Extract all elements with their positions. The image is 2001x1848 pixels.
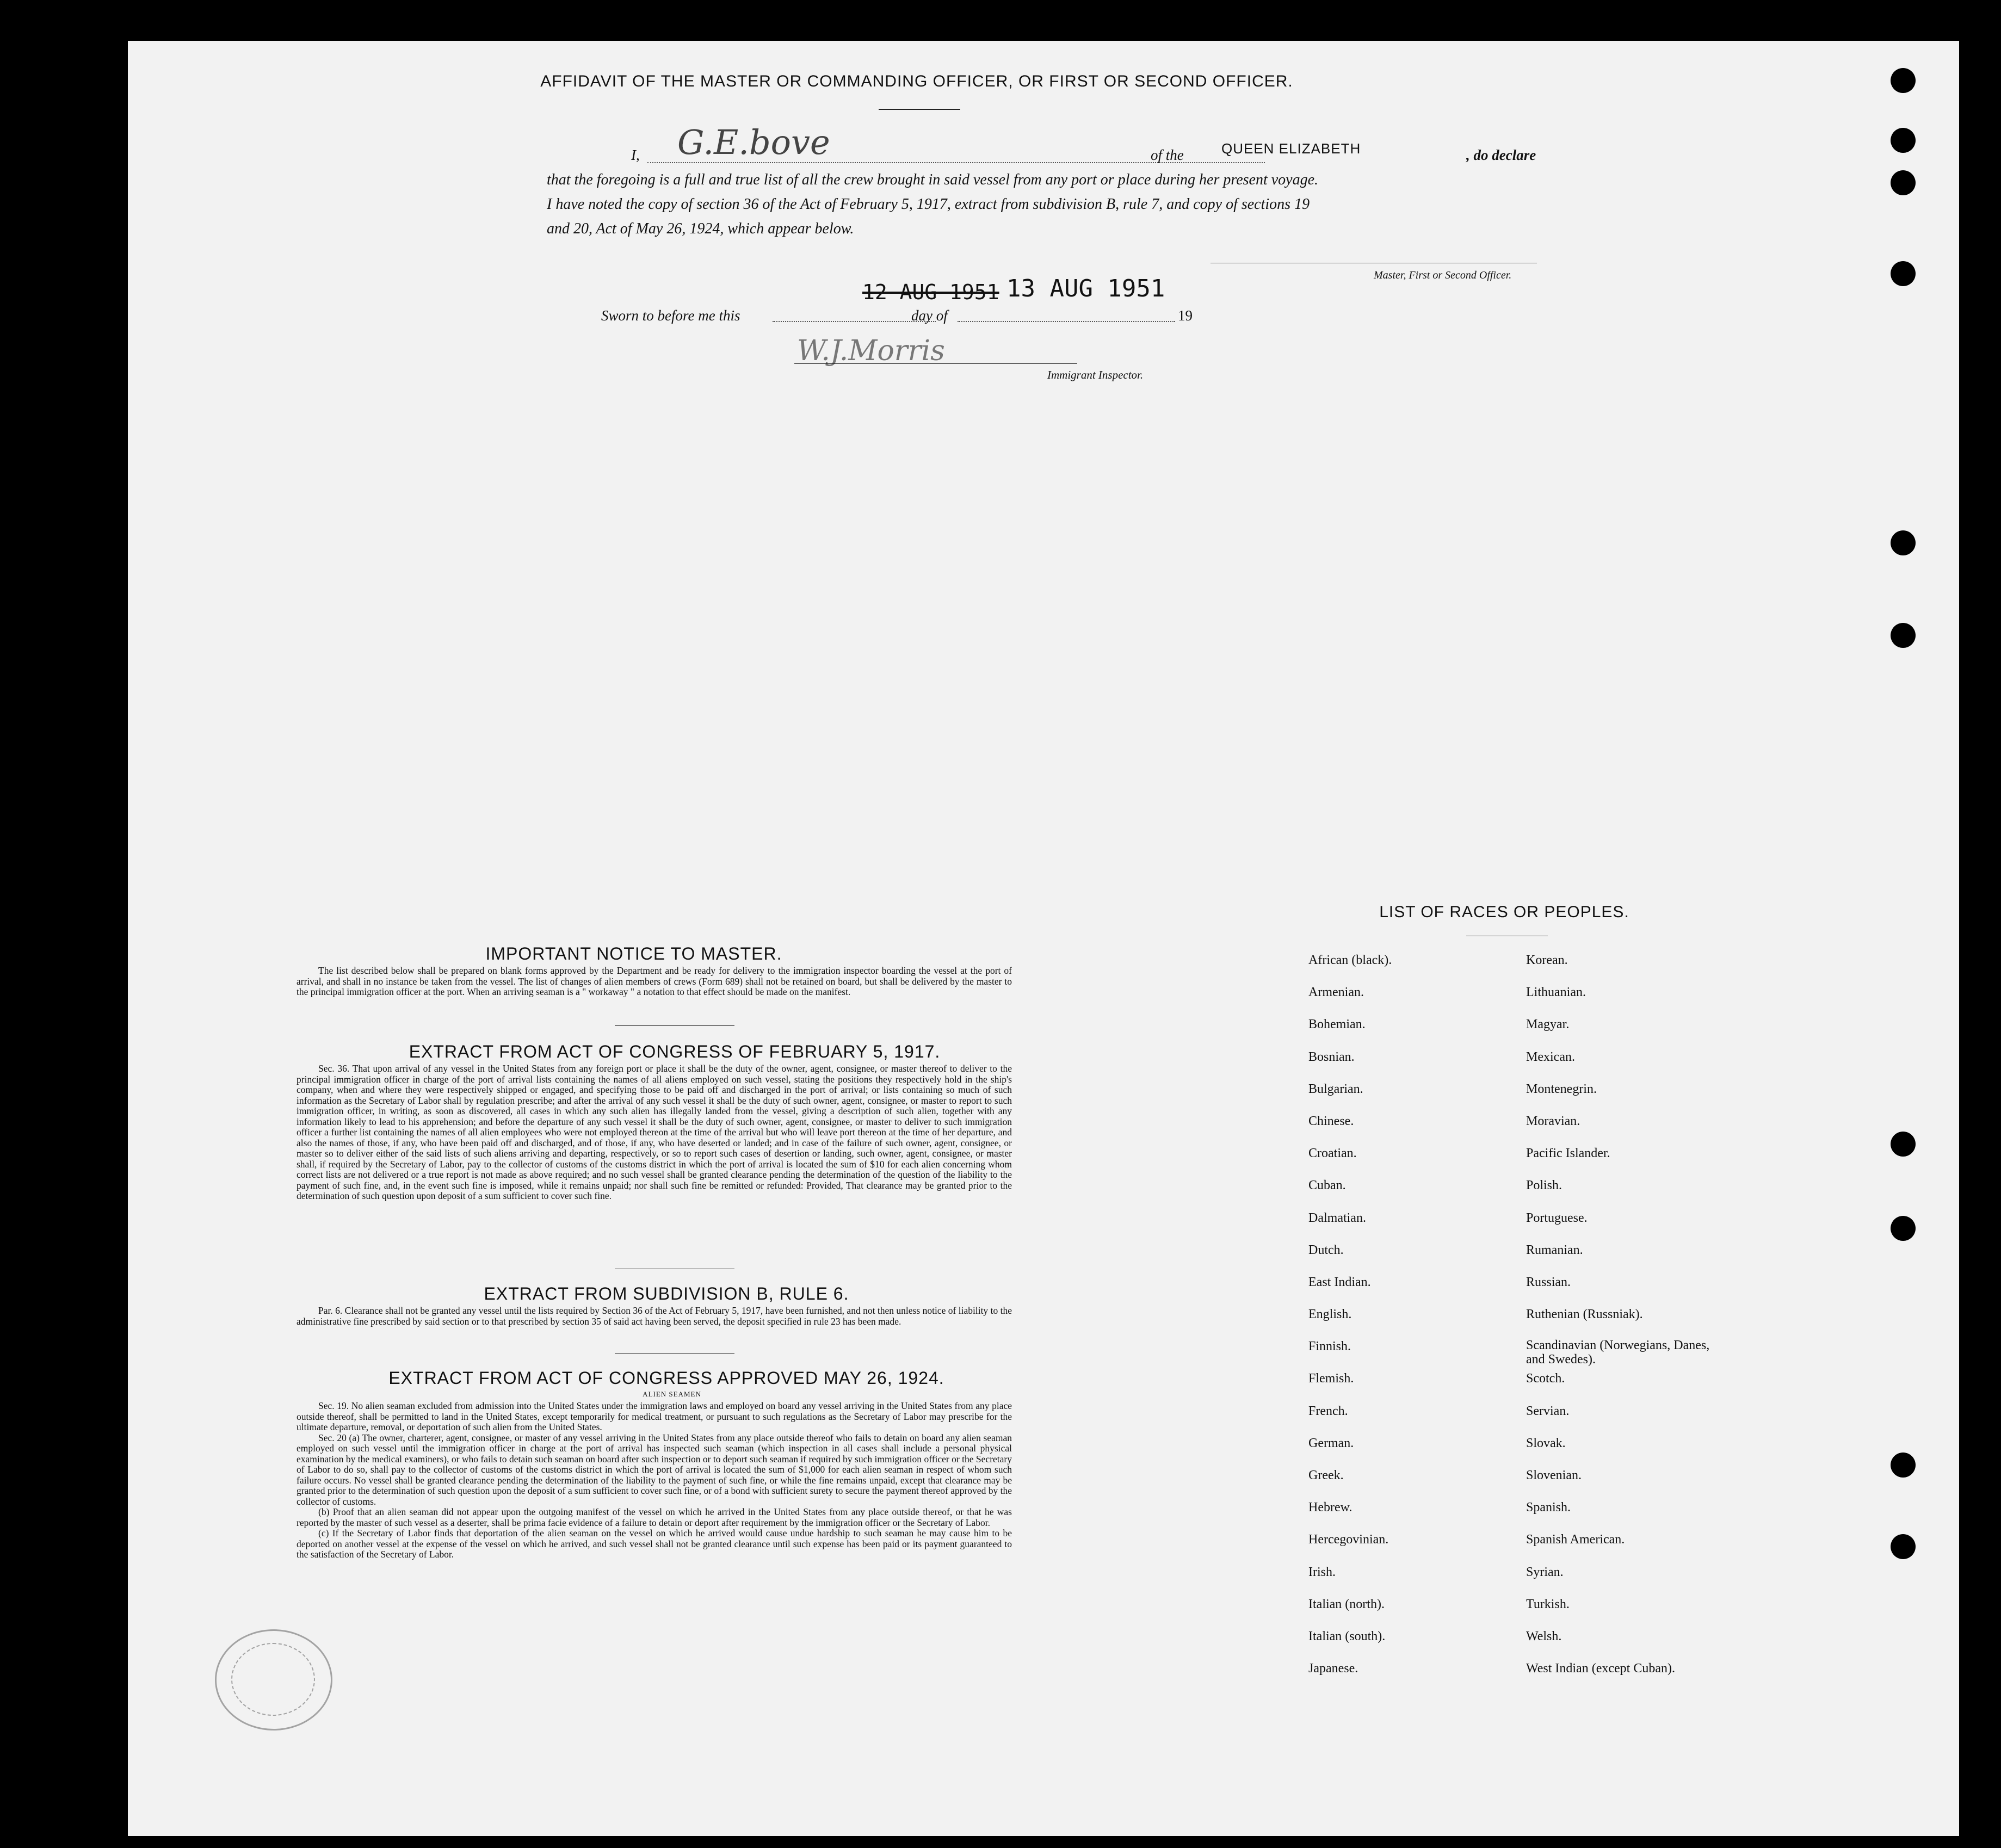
extract-1924-text (297, 1401, 1012, 1560)
extract-1917-text (297, 1064, 1012, 1202)
race-item: Japanese. (1308, 1661, 1358, 1676)
declaration-line-1: that the foregoing is a full and true list of all the crew brought in said vessel from any port or place during her present voyage. (547, 171, 1319, 188)
master-signature: G.E.bove (677, 122, 830, 162)
race-item: Italian (north). (1308, 1597, 1385, 1611)
do-declare-label: , do declare (1466, 147, 1536, 163)
of-the-label: of the (1151, 147, 1184, 163)
races-right-column (1526, 952, 1722, 1692)
punch-hole (1891, 1453, 1916, 1478)
race-item: Greek. (1308, 1468, 1344, 1482)
title-rule (879, 109, 960, 110)
sec20b-paragraph: (b) Proof that an alien seaman did not appear upon the outgoing manifest of the vessel on which he arrived in the United States from any place outside thereof, or that he was reported by the master of such vessel as a deserter, shall be prima facie evidence of a failure to detain or deport after requirement by the immigration officer or the Secretary of Labor. (297, 1506, 1012, 1528)
race-item: Armenian. (1308, 985, 1364, 1000)
race-item: Croatian. (1308, 1146, 1357, 1161)
race-item: Cuban. (1308, 1178, 1346, 1193)
race-item: French. (1308, 1404, 1348, 1418)
sec20c-paragraph: (c) If the Secretary of Labor finds that deportation of the alien seaman on the vessel on which he arrived would cause undue hardship to such seaman he may cause him to be deported on another vessel at the expense of the vessel on which he arrived, and such vessel shall not be granted clearance until such expense has been paid or its payment guaranteed to the satisfaction of the Secretary of Labor. (297, 1528, 1012, 1560)
race-item: Slovak. (1526, 1436, 1566, 1450)
day-of-label: day of (911, 307, 948, 324)
inspector-signature: W.J.Morris (797, 335, 945, 367)
race-item: Portuguese. (1526, 1210, 1588, 1225)
struck-date: 12 AUG 1951 (862, 280, 999, 304)
i-prefix: I, (631, 147, 640, 163)
punch-hole (1891, 530, 1916, 555)
race-item: Rumanian. (1526, 1243, 1583, 1257)
race-item: Hercegovinian. (1308, 1532, 1389, 1547)
races-left-column (1308, 952, 1504, 1692)
par6-paragraph: Par. 6. Clearance shall not be granted any vessel until the lists required by Section 36 of the Act of February 5, 1917, have been furnished, and not then unless notice of liability to the administrative fine prescribed by said section or to that prescribed by section 35 of said act having been served, the deposit specified in rule 23 has been made. (297, 1305, 1012, 1327)
race-item: Montenegrin. (1526, 1081, 1597, 1096)
race-item: Moravian. (1526, 1114, 1580, 1128)
stamped-date: 13 AUG 1951 (1006, 275, 1165, 302)
punch-hole (1891, 1216, 1916, 1241)
year-prefix: 19 (1178, 307, 1193, 324)
race-item: East Indian. (1308, 1275, 1371, 1289)
punch-hole (1891, 1132, 1916, 1157)
race-item: Servian. (1526, 1404, 1570, 1418)
punch-hole (1891, 68, 1916, 93)
race-item: Polish. (1526, 1178, 1562, 1193)
race-item: Magyar. (1526, 1017, 1570, 1032)
alien-seamen-subtitle: ALIEN SEAMEN (643, 1390, 701, 1398)
race-item: Irish. (1308, 1565, 1336, 1579)
inspector-signature-line (794, 363, 1077, 364)
vessel-name: QUEEN ELIZABETH (1221, 140, 1361, 157)
race-item: English. (1308, 1307, 1352, 1322)
race-item: Bulgarian. (1308, 1081, 1363, 1096)
affidavit-title: AFFIDAVIT OF THE MASTER OR COMMANDING OFFICER, OR FIRST OR SECOND OFFICER. (540, 72, 1293, 90)
race-item: Russian. (1526, 1275, 1571, 1289)
notice-paragraph: The list described below shall be prepared on blank forms approved by the Department and be ready for delivery to the immigration inspector boarding the vessel at the port of arrival, and shall in no instance be taken from the vessel. The list of changes of alien members of crews (Form 689) shall not be retained on board, but shall be delivered by the master to the principal immigration officer at the port. When an arriving seaman is a " workaway " a notation to that effect should be made on the manifest. (297, 965, 1012, 997)
race-item: Turkish. (1526, 1597, 1570, 1611)
notice-title: IMPORTANT NOTICE TO MASTER. (485, 944, 782, 963)
punch-hole (1891, 261, 1916, 286)
race-item: Bosnian. (1308, 1049, 1355, 1064)
extract-1917-title: EXTRACT FROM ACT OF CONGRESS OF FEBRUARY 5, 1917. (409, 1042, 941, 1061)
race-item: Mexican. (1526, 1049, 1575, 1064)
race-item: Chinese. (1308, 1114, 1354, 1128)
race-item: Italian (south). (1308, 1629, 1386, 1643)
extract-1924-title: EXTRACT FROM ACT OF CONGRESS APPROVED MAY 26, 1924. (388, 1368, 944, 1388)
notice-rule (615, 1025, 734, 1026)
race-item: Pacific Islander. (1526, 1146, 1610, 1161)
race-item: Slovenian. (1526, 1468, 1582, 1482)
document-page (128, 41, 1959, 1836)
sec19-paragraph: Sec. 19. No alien seaman excluded from admission into the United States under the immigration laws and employed on board any vessel arriving in the United States from any place outside thereof, shall be permitted to land in the United States, except temporarily for medical treatment, or pursuant to such regulations as the Secretary of Labor may prescribe for the ultimate departure, removal, or deportation of such alien from the United States. (297, 1400, 1012, 1432)
race-item: German. (1308, 1436, 1354, 1450)
race-item: African (black). (1308, 953, 1392, 967)
punch-hole (1891, 128, 1916, 153)
notice-text (297, 966, 1012, 998)
punch-hole (1891, 1534, 1916, 1559)
inspector-caption: Immigrant Inspector. (1047, 368, 1144, 381)
rule6-text (297, 1306, 1012, 1327)
rule6-title: EXTRACT FROM SUBDIVISION B, RULE 6. (484, 1284, 849, 1303)
race-item: Finnish. (1308, 1339, 1351, 1354)
punch-hole (1891, 623, 1916, 648)
race-item: Flemish. (1308, 1371, 1354, 1386)
race-item: Dalmatian. (1308, 1210, 1366, 1225)
punch-hole (1891, 170, 1916, 195)
declaration-line-3: and 20, Act of May 26, 1924, which appear below. (547, 220, 854, 237)
race-item: Spanish American. (1526, 1532, 1625, 1547)
race-item: West Indian (except Cuban). (1526, 1661, 1675, 1676)
race-item: Scotch. (1526, 1371, 1565, 1386)
races-title: LIST OF RACES OR PEOPLES. (1379, 903, 1629, 921)
race-item: Ruthenian (Russniak). (1526, 1307, 1643, 1322)
master-caption: Master, First or Second Officer. (1374, 269, 1512, 281)
race-item: Scandinavian (Norwegians, Danes, and Swedes). (1526, 1338, 1710, 1367)
race-item: Hebrew. (1308, 1500, 1352, 1515)
race-item: Korean. (1526, 953, 1568, 967)
race-item: Dutch. (1308, 1243, 1344, 1257)
race-item: Bohemian. (1308, 1017, 1366, 1032)
race-item: Welsh. (1526, 1629, 1562, 1643)
sworn-label: Sworn to before me this (601, 307, 740, 324)
race-item: Spanish. (1526, 1500, 1571, 1515)
race-item: Syrian. (1526, 1565, 1564, 1579)
sec36-paragraph: Sec. 36. That upon arrival of any vessel in the United States from any foreign port or place it shall be the duty of the owner, agent, consignee, or master thereof to deliver to the principal immigration officer in charge of the port of arrival lists containing the names of all aliens employed on such vessel, stating the positions they respectively hold in the ship's company, when and where they were respectively shipped or engaged, and specifying those to be paid off and discharged in the port of arrival; or lists containing so much of such information as the Secretary of Labor shall by regulation prescribe; and after the arrival of any such vessel it shall be the duty of such owner, agent, consignee, or master to report to such immigration officer, in writing, as soon as discovered, all cases in which any such alien has illegally landed from the vessel, giving a description of such alien, together with any information likely to lead to his apprehension; and before the departure of any such vessel it shall be the duty of such owner, agent, consignee, or master to deliver to such immigration officer a further list containing the names of all alien employees who were not employed thereon at the time of the arrival but who will leave port thereon at the time of her departure, and also the names of those, if any, who have been paid off and discharged, and of those, if any, who have deserted or landed; and in case of the failure of such owner, agent, consignee, or master so to deliver either of the said lists of such aliens arriving and departing, respectively, or so to report such cases of desertion or landing, such owner, agent, consignee, or master shall, if required by the Secretary of Labor, pay to the collector of customs of the customs district in which the port of arrival is located the sum of $10 for each alien concerning whom correct lists are not delivered or a true report is not made as above required; and no such vessel shall be granted clearance pending the determination of the question of the liability to the payment of such fine, and, in the event such fine is imposed, while it remains unpaid; nor shall such fine be remitted or refunded: Provided, That clearance may be granted prior to the determination of such question upon deposit of a sum sufficient to cover such fine. (297, 1063, 1012, 1201)
declaration-line-2: I have noted the copy of section 36 of the Act of February 5, 1917, extract from subdivision B, rule 7, and copy of sections 19 (547, 196, 1310, 213)
sworn-month-line (958, 321, 1175, 322)
sec20a-paragraph: Sec. 20 (a) The owner, charterer, agent, consignee, or master of any vessel arriving in the United States from any place outside thereof who fails to detain on board any alien seaman employed on such vessel until the immigration officer in charge at the port of arrival has inspected such seaman (which inspection in all cases shall include a personal physical examination by the medical examiners), or who fails to detain such seaman on board after such inspection or to deport such seaman if required by such immigration officer or the Secretary of Labor to do so, shall pay to the collector of customs of the customs district in which the port of arrival is located the sum of $1,000 for each alien seaman in respect of whom such failure occurs. No vessel shall be granted clearance pending the determination of the liability to the payment of such fine, or while the fine remains unpaid, except that clearance may be granted prior to the determination of such question upon the deposit of a sum sufficient to cover such fine, or of a bond with sufficient surety to secure the payment thereof approved by the collector of customs. (297, 1432, 1012, 1507)
archive-stamp-inner (231, 1643, 315, 1716)
race-item: Lithuanian. (1526, 985, 1586, 1000)
